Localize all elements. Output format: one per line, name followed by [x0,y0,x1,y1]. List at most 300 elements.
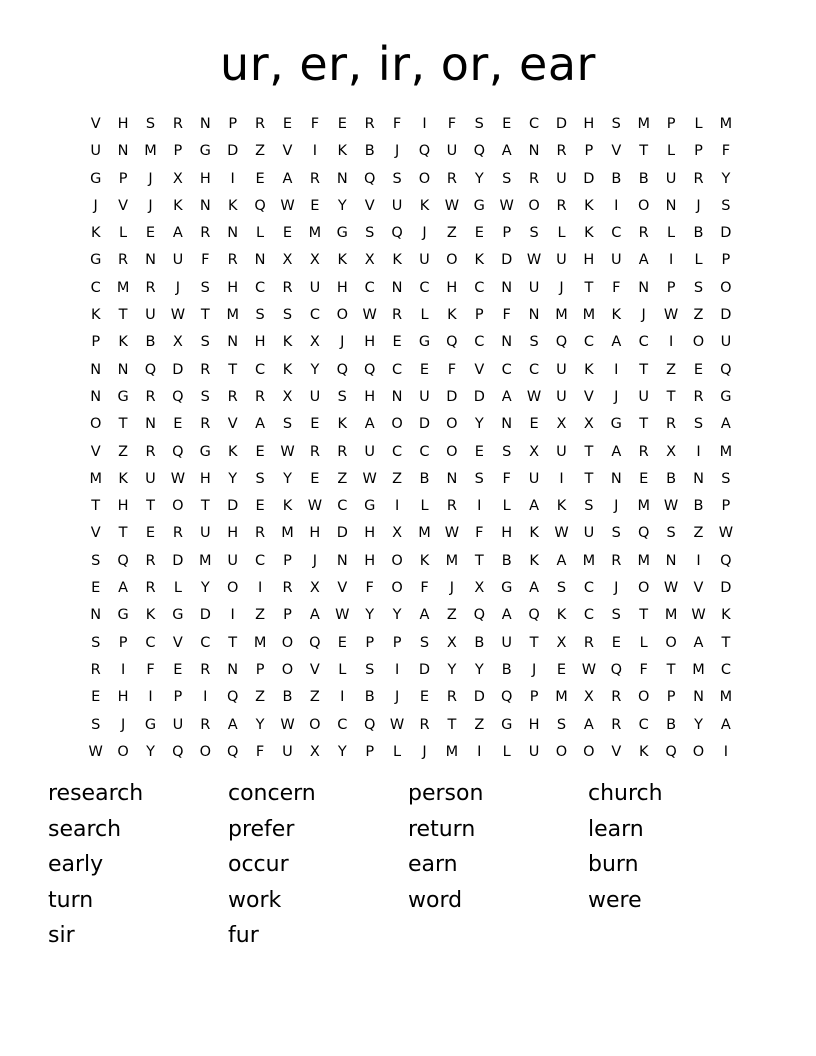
grid-letter: C [419,443,430,460]
grid-row [82,387,742,414]
grid-letter: F [420,580,429,597]
grid-letter: W [526,252,542,269]
grid-letter: A [172,225,183,242]
grid-letter: U [556,388,567,405]
word-bank-item: earn [408,852,458,877]
grid-letter: D [555,116,568,132]
grid-letter: A [118,580,129,597]
grid-letter: C [255,552,266,569]
grid-letter: K [90,225,101,242]
grid-letter: E [282,116,293,132]
grid-letter: K [227,197,238,214]
grid-letter: A [529,498,540,515]
grid-letter: G [501,716,513,733]
grid-letter: I [394,661,400,678]
grid-letter: O [281,634,294,651]
grid-letter: R [419,716,430,733]
grid-letter: V [337,580,348,597]
grid-letter: K [556,498,567,515]
grid-letter: T [639,416,649,433]
grid-letter: O [281,661,294,678]
letter-grid [82,114,742,769]
grid-letter: I [422,116,427,132]
grid-letter: W [280,197,295,214]
grid-letter: T [474,552,484,569]
grid-letter: Z [666,361,677,378]
word-bank-item: search [48,816,122,842]
grid-letter: P [228,116,238,132]
grid-letter: E [255,170,265,187]
grid-letter: D [720,307,732,324]
grid-letter: A [501,607,512,624]
grid-letter: B [638,170,649,187]
grid-letter: D [227,498,239,515]
grid-letter: D [446,388,458,405]
grid-letter: O [199,743,211,760]
grid-letter: X [474,580,485,597]
grid-letter: L [420,498,429,515]
grid-letter: E [310,470,320,487]
grid-letter: F [255,743,265,760]
grid-letter: P [529,689,539,706]
grid-letter: T [639,361,649,378]
grid-letter: P [666,279,676,296]
grid-letter: W [88,743,103,760]
grid-letter: A [556,552,567,569]
grid-letter: C [638,716,649,733]
word-bank-item: concern [228,781,316,806]
grid-letter: L [639,634,648,651]
grid-letter: A [282,170,293,187]
grid-letter: H [117,689,129,706]
grid-letter: R [611,552,622,569]
grid-letter: Q [610,661,622,678]
grid-letter: Y [474,170,484,187]
grid-letter: W [526,388,542,405]
grid-letter: Z [446,607,457,624]
grid-letter: M [719,689,733,706]
grid-letter: Q [226,689,239,706]
grid-letter: H [254,334,266,351]
grid-row [82,469,742,496]
grid-letter: F [447,361,457,378]
word-bank-item: sir [48,923,75,948]
grid-letter: G [501,580,513,597]
grid-letter: Q [555,334,568,351]
grid-letter: X [446,634,457,651]
grid-letter: L [502,498,511,515]
grid-letter: I [203,689,208,706]
grid-letter: Q [172,388,184,405]
grid-letter: J [394,143,400,160]
grid-letter: N [665,197,677,214]
grid-letter: C [474,279,485,296]
grid-letter: W [444,197,460,214]
grid-letter: J [422,225,427,242]
grid-letter: T [200,498,210,515]
grid-row [82,742,742,769]
grid-letter: P [173,689,183,706]
grid-letter: O [89,416,102,433]
grid-letter: C [145,634,156,651]
grid-letter: F [447,116,457,132]
word-bank-item: work [228,887,282,913]
grid-letter: A [255,416,266,433]
word-bank-item: research [48,781,144,806]
grid-letter: S [693,279,704,296]
grid-letter: S [365,225,375,242]
grid-letter: Y [200,580,210,597]
grid-letter: U [583,525,595,542]
grid-letter: M [89,470,102,487]
grid-letter: L [502,743,511,760]
grid-letter: K [282,334,293,351]
grid-letter: R [666,416,677,433]
grid-letter: B [474,634,485,651]
grid-letter: N [693,470,704,487]
grid-letter: E [173,416,183,433]
grid-letter: I [614,197,619,214]
grid-letter: P [502,225,512,242]
grid-letter: N [693,689,704,706]
grid-letter: R [145,388,156,405]
grid-letter: G [117,388,129,405]
grid-letter: Q [144,361,157,378]
grid-letter: E [639,470,649,487]
grid-letter: A [693,634,704,651]
grid-letter: F [310,116,320,132]
grid-letter: P [721,498,731,515]
grid-letter: I [614,361,619,378]
grid-letter: J [614,498,619,515]
grid-row [82,169,742,196]
grid-letter: P [474,307,484,324]
grid-letter: L [393,743,402,760]
grid-letter: T [228,634,238,651]
grid-letter: K [392,252,402,269]
grid-letter: F [721,143,731,160]
grid-letter: V [583,388,594,405]
grid-letter: M [281,525,294,542]
grid-letter: T [529,634,539,651]
grid-letter: B [145,334,156,351]
grid-letter: B [501,552,512,569]
grid-letter: H [364,552,376,569]
grid-letter: S [502,170,512,187]
grid-letter: J [394,689,400,706]
grid-letter: K [584,225,594,242]
grid-letter: D [583,170,595,187]
grid-letter: W [499,197,514,214]
grid-row [82,715,742,742]
grid-letter: O [418,170,431,187]
grid-letter: E [282,225,293,242]
grid-letter: Z [392,470,403,487]
grid-letter: R [693,388,704,405]
grid-letter: P [694,143,703,160]
grid-letter: R [145,552,156,569]
grid-letter: E [310,416,320,433]
grid-letter: E [474,225,484,242]
grid-letter: X [309,252,320,269]
grid-letter: S [611,116,621,132]
grid-letter: W [663,580,679,597]
grid-letter: J [449,580,455,597]
grid-letter: Z [693,307,704,324]
grid-letter: K [584,197,594,214]
grid-letter: N [117,143,129,160]
grid-letter: J [148,197,153,214]
grid-letter: F [502,470,511,487]
grid-letter: Z [255,689,266,706]
grid-letter: L [694,116,703,132]
grid-letter: W [663,498,679,515]
grid-letter: M [637,498,650,515]
grid-letter: R [145,580,156,597]
grid-letter: K [173,197,183,214]
grid-letter: D [720,580,732,597]
grid-letter: C [392,443,403,460]
grid-letter: H [199,470,211,487]
grid-letter: S [556,580,567,597]
grid-letter: F [475,525,484,542]
grid-letter: B [666,716,677,733]
grid-letter: T [721,634,731,651]
grid-letter: H [583,252,595,269]
grid-letter: W [718,525,734,542]
grid-letter: K [227,443,238,460]
grid-letter: I [696,443,701,460]
grid-letter: R [583,634,594,651]
grid-letter: A [611,334,622,351]
grid-letter: G [90,170,102,187]
grid-letter: T [200,307,210,324]
grid-letter: A [419,607,430,624]
grid-letter: E [502,116,512,132]
grid-letter: F [612,279,621,296]
grid-letter: S [693,416,704,433]
grid-letter: U [556,443,567,460]
grid-letter: R [638,443,649,460]
grid-letter: T [666,661,676,678]
grid-letter: S [145,116,156,132]
grid-letter: R [172,116,183,132]
grid-letter: W [307,498,323,515]
grid-letter: J [93,197,98,214]
grid-letter: S [721,197,731,214]
grid-letter: O [391,580,403,597]
grid-row [82,551,742,578]
word-bank-item: fur [228,923,259,948]
grid-letter: J [312,552,318,569]
grid-letter: K [447,307,457,324]
grid-letter: R [446,689,457,706]
grid-row [82,442,742,469]
grid-letter: U [419,388,430,405]
grid-letter: S [282,416,293,433]
grid-letter: Q [391,225,403,242]
grid-row [82,496,742,523]
grid-letter: V [90,116,101,132]
grid-letter: M [719,443,733,460]
grid-letter: E [611,634,621,651]
grid-letter: K [529,552,539,569]
grid-letter: F [392,116,402,132]
grid-letter: C [90,279,101,296]
grid-letter: H [309,525,321,542]
grid-letter: D [473,388,485,405]
grid-letter: G [199,143,211,160]
grid-letter: B [666,470,677,487]
word-bank-item: learn [588,816,644,842]
grid-letter: C [720,661,731,678]
grid-letter: K [337,252,348,269]
grid-letter: H [364,334,376,351]
grid-letter: P [721,252,731,269]
grid-letter: N [90,607,102,624]
grid-letter: Z [474,716,485,733]
grid-letter: X [556,416,567,433]
grid-letter: Z [337,470,348,487]
grid-letter: R [200,661,211,678]
grid-letter: Q [473,607,485,624]
grid-letter: M [555,689,568,706]
word-bank-item: early [48,852,104,877]
grid-letter: C [474,334,485,351]
grid-letter: A [227,716,238,733]
grid-letter: L [173,580,182,597]
grid-letter: S [365,661,375,678]
grid-letter: R [200,716,211,733]
grid-letter: C [583,334,594,351]
grid-letter: G [199,443,211,460]
grid-letter: C [419,279,430,296]
grid-letter: N [610,470,622,487]
grid-letter: J [614,388,619,405]
grid-letter: M [582,307,596,324]
grid-letter: K [419,552,430,569]
grid-letter: J [175,279,181,296]
grid-letter: U [556,170,567,187]
grid-letter: H [336,279,348,296]
grid-letter: U [199,525,211,542]
grid-letter: C [200,634,211,651]
grid-letter: X [282,388,293,405]
grid-letter: J [422,743,427,760]
grid-letter: D [418,416,431,433]
grid-letter: P [173,143,183,160]
grid-letter: T [666,388,676,405]
grid-letter: C [529,361,540,378]
grid-letter: E [255,498,265,515]
grid-letter: I [668,252,674,269]
grid-letter: R [529,170,540,187]
grid-letter: Y [228,470,238,487]
grid-letter: Q [309,634,321,651]
grid-letter: J [641,307,646,324]
grid-letter: F [146,661,155,678]
grid-letter: O [720,279,732,296]
grid-letter: A [364,416,375,433]
grid-letter: M [637,552,650,569]
grid-letter: A [638,252,649,269]
grid-letter: O [692,334,705,351]
grid-letter: J [614,580,619,597]
grid-letter: W [335,607,350,624]
grid-letter: M [253,634,267,651]
grid-letter: V [611,743,622,760]
grid-letter: Z [309,689,320,706]
grid-letter: F [502,307,511,324]
grid-letter: T [118,416,128,433]
word-bank-item: burn [588,852,639,877]
grid-letter: K [638,743,649,760]
grid-letter: Q [637,525,650,542]
grid-letter: M [637,116,650,132]
grid-letter: W [362,307,377,324]
grid-letter: N [391,279,403,296]
grid-letter: I [394,498,400,515]
grid-letter: Q [117,552,129,569]
grid-letter: S [666,525,676,542]
grid-letter: K [721,607,731,624]
grid-letter: Q [254,197,266,214]
grid-letter: X [666,443,677,460]
grid-letter: M [144,143,157,160]
grid-letter: Y [255,716,265,733]
grid-letter: S [91,634,101,651]
grid-letter: K [337,416,348,433]
grid-letter: T [146,498,155,515]
grid-letter: N [528,307,540,324]
grid-letter: B [501,661,512,678]
grid-letter: U [172,252,184,269]
grid-letter: Q [720,552,732,569]
grid-letter: C [364,279,375,296]
grid-row [82,523,742,550]
grid-letter: R [172,525,183,542]
grid-letter: M [719,116,733,132]
grid-letter: S [474,470,484,487]
grid-letter: U [309,388,321,405]
grid-letter: S [611,607,621,624]
grid-letter: X [364,252,375,269]
grid-letter: K [118,334,128,351]
grid-letter: K [529,525,539,542]
grid-letter: V [309,661,320,678]
grid-letter: Y [337,197,347,214]
grid-letter: X [583,416,594,433]
grid-letter: Q [418,143,431,160]
grid-letter: Q [363,361,376,378]
grid-letter: P [118,634,128,651]
grid-letter: J [531,661,537,678]
grid-row [82,223,742,250]
grid-letter: S [91,716,101,733]
grid-letter: V [474,361,485,378]
grid-letter: U [282,743,293,760]
grid-letter: S [474,116,484,132]
grid-letter: S [392,170,402,187]
grid-letter: C [583,607,594,624]
grid-letter: Y [694,716,703,733]
grid-letter: S [282,307,293,324]
grid-letter: C [337,498,348,515]
grid-letter: N [501,416,513,433]
grid-letter: U [720,334,732,351]
grid-letter: L [667,225,676,242]
grid-letter: R [693,170,704,187]
